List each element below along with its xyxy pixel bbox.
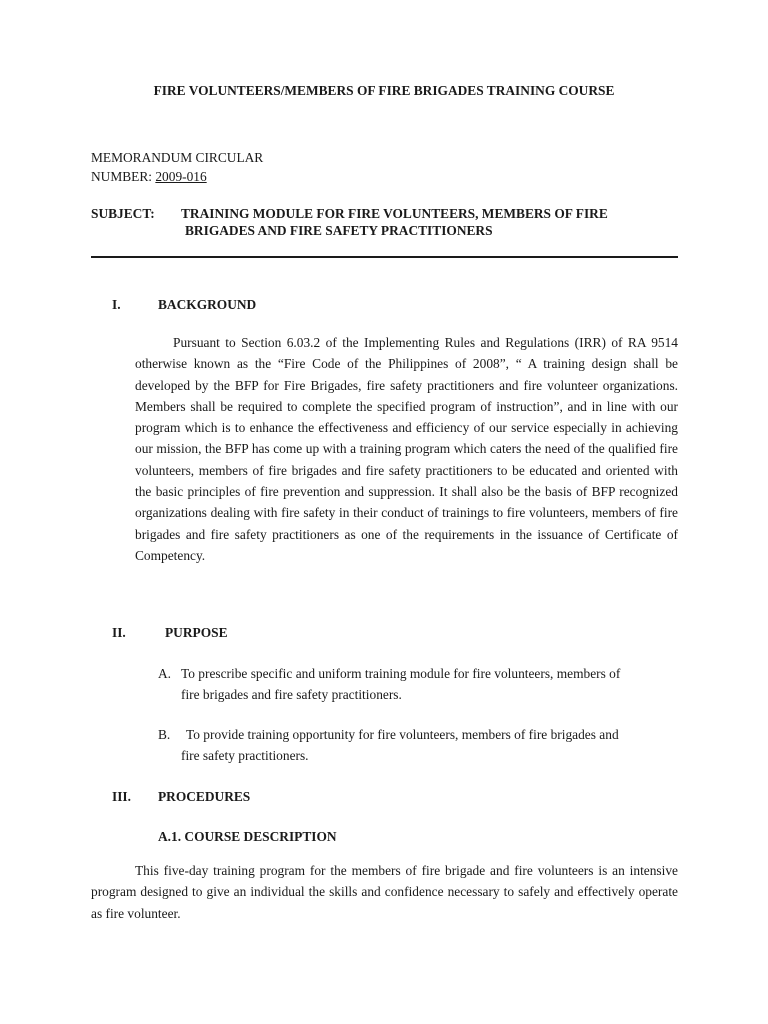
purpose-item-a-line-2: fire brigades and fire safety practitioners. — [181, 687, 402, 702]
document-title: FIRE VOLUNTEERS/MEMBERS OF FIRE BRIGADES TRAINING COURSE — [153, 83, 615, 98]
course-description-title: A.1. COURSE DESCRIPTION — [158, 829, 337, 844]
subject-text-line-2: BRIGADES AND FIRE SAFETY PRACTITIONERS — [185, 223, 493, 238]
purpose-item-b-line-1: To provide training opportunity for fire volunteers, members of fire brigades and — [186, 727, 619, 742]
subject-label: SUBJECT: — [91, 206, 155, 221]
purpose-item-b-line-2: fire safety practitioners. — [181, 748, 309, 763]
background-section-numeral: I. — [112, 297, 121, 312]
memo-circular-label: MEMORANDUM CIRCULAR — [91, 150, 264, 165]
memo-number-line — [91, 166, 207, 187]
procedures-section-numeral: III. — [112, 789, 131, 804]
subject-text-line-1: TRAINING MODULE FOR FIRE VOLUNTEERS, MEMBERS OF FIRE — [181, 206, 608, 221]
header-divider — [91, 256, 678, 258]
memo-number-value: 2009-016 — [155, 169, 207, 184]
purpose-section-title: PURPOSE — [165, 625, 228, 640]
background-paragraph: Pursuant to Section 6.03.2 of the Implementing Rules and Regulations (IRR) of RA 9514 otherwise known as the “Fire Code of the Philippines of 2008”, “ A training design shall be developed by the BFP for Fire Brigades, fire safety practitioners and fire volunteer organizations. Members shall be required to complete the specified program of instruction”, and in line with our program which is to enhance the effectiveness and efficiency of our service especially in achieving our mission, the BFP has come up with a training program which caters the need of the qualified fire volunteers, members of fire brigades and fire safety practitioners to be educated and oriented with the basic principles of fire prevention and suppression. It shall also be the basis of BFP recognized organizations dealing with fire safety in their conduct of trainings to fire volunteers, members of fire brigades and fire safety practitioners as one of the requirements in the issuance of Certificate of Competency. — [135, 335, 678, 563]
purpose-item-b-marker: B. — [158, 727, 171, 742]
memo-number-label: NUMBER: — [91, 169, 156, 184]
background-section-title: BACKGROUND — [158, 297, 257, 312]
course-description-paragraph: This five-day training program for the members of fire brigade and fire volunteers is an intensive program designed to give an individual the skills and confidence necessary to safely and effectively operate as fire volunteer. — [91, 863, 678, 921]
procedures-section-title: PROCEDURES — [158, 789, 251, 804]
purpose-item-a-marker: A. — [158, 666, 172, 681]
purpose-section-numeral: II. — [112, 625, 126, 640]
purpose-item-a-line-1: To prescribe specific and uniform training module for fire volunteers, members of — [181, 666, 621, 681]
